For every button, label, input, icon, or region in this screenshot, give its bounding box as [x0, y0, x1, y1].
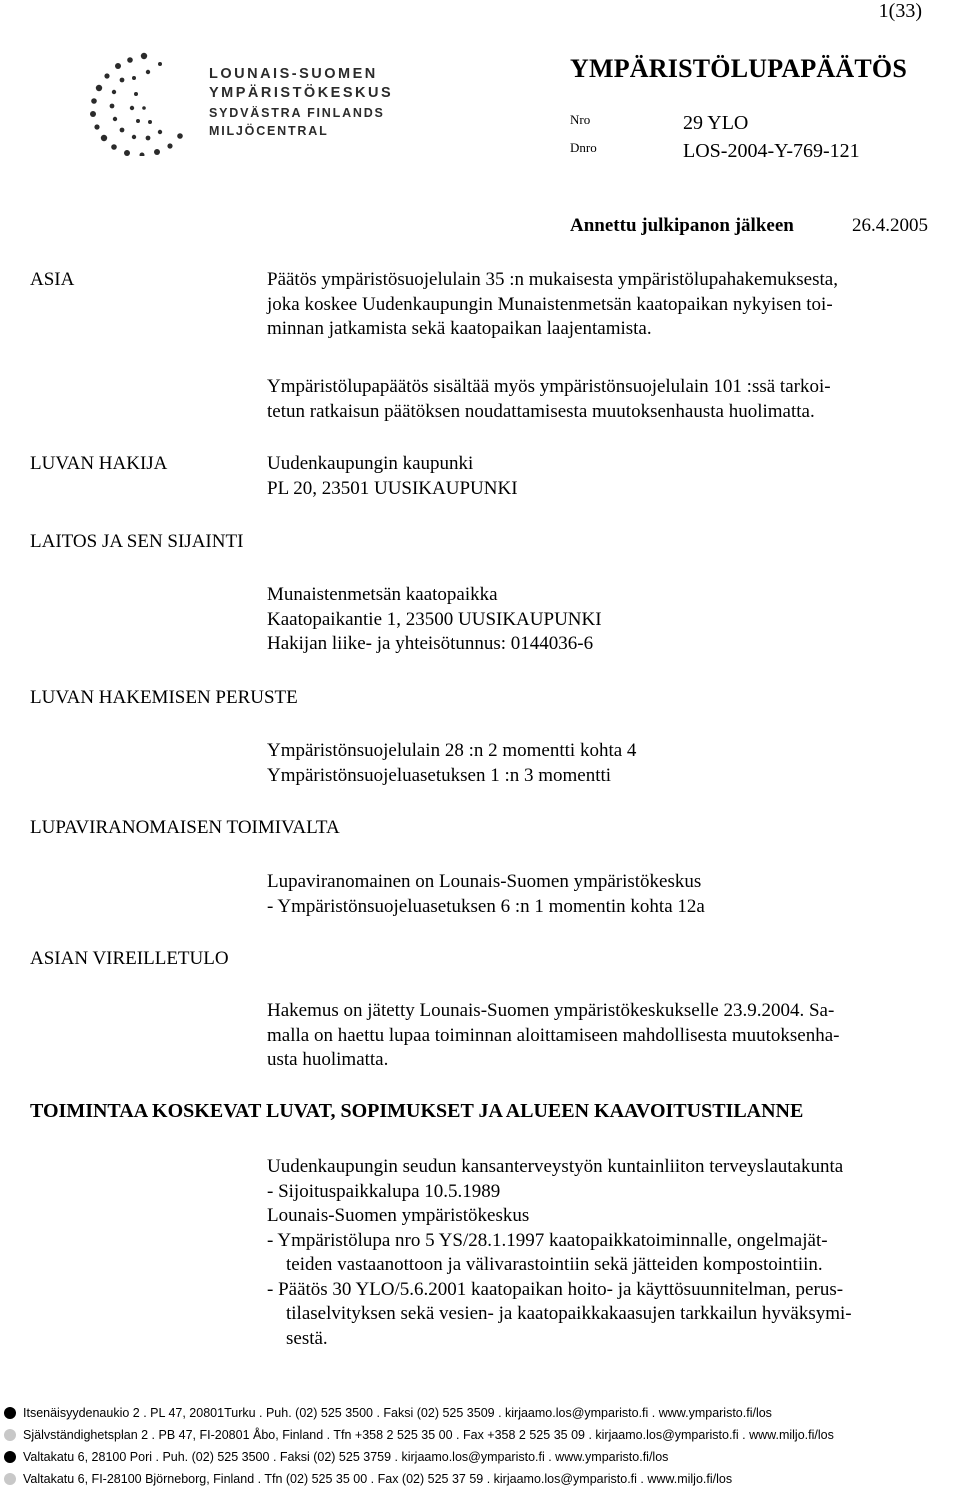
text-line: Lounais-Suomen ympäristökeskus	[267, 1205, 530, 1226]
logo-line-1: LOUNAIS-SUOMEN	[209, 66, 378, 82]
text-line: joka koskee Uudenkaupungin Munaistenmetsän kaatopaikan nykyisen toi-	[267, 293, 833, 315]
text-line: usta huolimatta.	[267, 1049, 389, 1070]
toimivalta-text	[267, 870, 705, 919]
laitos-text	[267, 583, 602, 657]
section-label-laitos: LAITOS JA SEN SIJAINTI	[30, 531, 244, 552]
vireilletulo-text	[267, 999, 840, 1073]
text-line: sestä.	[286, 1327, 328, 1349]
footer-contacts	[4, 1402, 944, 1490]
bullet-dot-icon	[4, 1429, 16, 1441]
footer-line	[4, 1424, 944, 1446]
section-label-peruste: LUVAN HAKEMISEN PERUSTE	[30, 687, 298, 708]
text-line: - Ympäristönsuojeluasetuksen 6 :n 1 momentin kohta 12a	[267, 895, 705, 917]
dnro-label: Dnro	[570, 140, 597, 155]
peruste-text	[267, 739, 636, 788]
text-line: PL 20, 23501 UUSIKAUPUNKI	[267, 477, 518, 499]
section-label-asia: ASIA	[30, 269, 75, 290]
text-line: - Sijoituspaikkalupa 10.5.1989	[267, 1180, 501, 1202]
asia-paragraph-1	[267, 268, 838, 342]
text-line: Munaistenmetsän kaatopaikka	[267, 584, 498, 605]
footer-line	[4, 1402, 944, 1424]
text-line: minnan jatkamista sekä kaatopaikan laajentamista.	[267, 318, 652, 339]
text-line: - Päätös 30 YLO/5.6.2001 kaatopaikan hoito- ja käyttösuunnitelman, perus-	[267, 1278, 844, 1300]
text-line: Päätös ympäristösuojelulain 35 :n mukaisesta ympäristölupahakemuksesta,	[267, 269, 838, 290]
logo-dotted-circle	[90, 53, 183, 156]
footer-text: Itsenäisyydenaukio 2 . PL 47, 20801Turku . Puh. (02) 525 3500 . Faksi (02) 525 3509 . kirjaamo.los@ymparisto.fi . www.ymparisto.fi/los	[23, 1406, 772, 1420]
text-line: tetun ratkaisun päätöksen noudattamisesta muutoksenhausta huolimatta.	[267, 400, 815, 422]
document-title: YMPÄRISTÖLUPAPÄÄTÖS	[570, 54, 908, 83]
text-line: tilaselvityksen sekä vesien- ja kaatopaikkakaasujen tarkkailun hyväksymi-	[286, 1303, 852, 1324]
footer-text: Valtakatu 6, FI-28100 Björneborg, Finland . Tfn (02) 525 35 00 . Fax (02) 525 37 59 . kirjaamo.los@ymparisto.fi . www.miljo.fi/los	[23, 1472, 733, 1486]
logo-line-2: YMPÄRISTÖKESKUS	[209, 85, 394, 101]
text-line: Ympäristönsuojelulain 28 :n 2 momentti kohta 4	[267, 740, 637, 761]
text-line: Lupaviranomainen on Lounais-Suomen ympäristökeskus	[267, 871, 702, 892]
bullet-dot-icon	[4, 1451, 16, 1463]
section-label-toimivalta: LUPAVIRANOMAISEN TOIMIVALTA	[30, 817, 340, 838]
page-number: 1(33)	[878, 0, 922, 22]
nro-value: 29 YLO	[683, 112, 749, 134]
issued-label: Annettu julkipanon jälkeen	[570, 215, 794, 236]
text-line: - Ympäristölupa nro 5 YS/28.1.1997 kaatopaikkatoiminnalle, ongelmajät-	[267, 1229, 828, 1251]
dnro-value: LOS-2004-Y-769-121	[683, 140, 860, 162]
footer-text: Valtakatu 6, 28100 Pori . Puh. (02) 525 3500 . Faksi (02) 525 3759 . kirjaamo.los@ymparisto.fi . www.ymparisto.fi/los	[23, 1450, 669, 1464]
text-line: Hakijan liike- ja yhteisötunnus: 0144036-6	[267, 633, 594, 654]
logo-line-3: SYDVÄSTRA FINLANDS	[209, 106, 385, 120]
footer-line	[4, 1468, 944, 1490]
toiminta-text	[267, 1155, 852, 1351]
hakija-text	[267, 452, 518, 501]
toiminta-heading: TOIMINTAA KOSKEVAT LUVAT, SOPIMUKSET JA ALUEEN KAAVOITUSTILANNE	[30, 1100, 804, 1122]
asia-paragraph-2	[267, 375, 831, 424]
text-line: Ympäristölupapäätös sisältää myös ympäristönsuojelulain 101 :ssä tarkoi-	[267, 376, 831, 397]
text-line: Ympäristönsuojeluasetuksen 1 :n 3 momentti	[267, 764, 612, 786]
nro-label: Nro	[570, 112, 591, 127]
bullet-dot-icon	[4, 1473, 16, 1485]
logo-line-4: MILJÖCENTRAL	[209, 124, 329, 138]
text-line: teiden vastaanottoon ja välivarastointiin sekä jätteiden kompostointiin.	[286, 1254, 823, 1275]
lounais-suomen-logo	[82, 50, 412, 156]
section-label-vireilletulo: ASIAN VIREILLETULO	[30, 948, 229, 969]
bullet-dot-icon	[4, 1407, 16, 1419]
footer-text: Självständighetsplan 2 . PB 47, FI-20801 Åbo, Finland . Tfn +358 2 525 35 00 . Fax +358 2 525 35 09 . kirjaamo.los@ymparisto.fi . www.miljo.fi/los	[23, 1428, 834, 1442]
text-line: Uudenkaupungin kaupunki	[267, 453, 474, 474]
text-line: malla on haettu lupaa toiminnan aloittamiseen mahdollisesta muutoksenha-	[267, 1024, 840, 1046]
text-line: Hakemus on jätetty Lounais-Suomen ympäristökeskukselle 23.9.2004. Sa-	[267, 1000, 835, 1021]
text-line: Kaatopaikantie 1, 23500 UUSIKAUPUNKI	[267, 608, 602, 630]
text-line: Uudenkaupungin seudun kansanterveystyön kuntainliiton terveyslautakunta	[267, 1156, 844, 1177]
footer-line	[4, 1446, 944, 1468]
section-label-hakija: LUVAN HAKIJA	[30, 453, 168, 474]
issued-date: 26.4.2005	[852, 215, 928, 236]
